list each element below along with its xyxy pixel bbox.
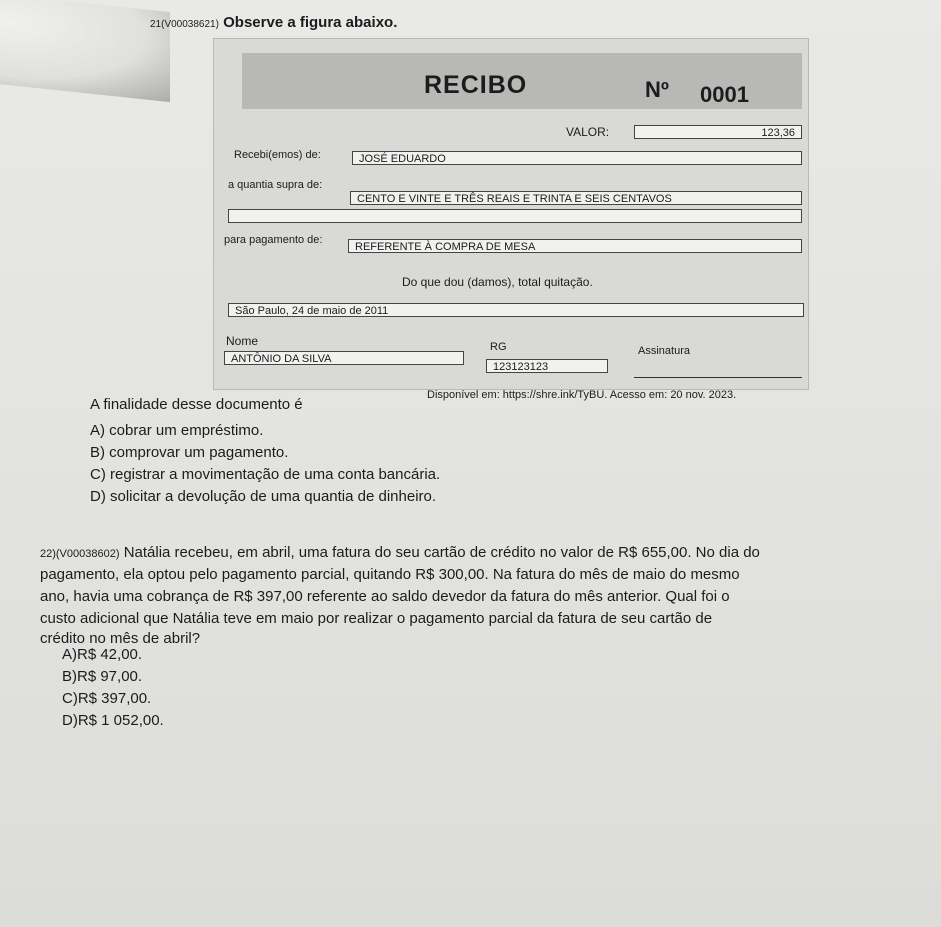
- question-22-line-5: crédito no mês de abril?: [40, 630, 201, 647]
- quantia-field: CENTO E VINTE E TRÊS REAIS E TRINTA E SEIS CENTAVOS: [350, 191, 802, 205]
- quantia-field-continuation: [228, 209, 802, 223]
- question-22-code: 22)(V00038602): [40, 548, 120, 560]
- pagamento-field: REFERENTE À COMPRA DE MESA: [348, 239, 802, 253]
- nome-label: Nome: [226, 334, 259, 348]
- nome-field: ANTÔNIO DA SILVA: [224, 351, 464, 365]
- question-21-option-b: B) comprovar um pagamento.: [90, 444, 289, 461]
- question-21-intro: Observe a figura abaixo.: [223, 14, 398, 31]
- receipt-title: RECIBO: [424, 71, 528, 99]
- receipt-number-label: Nº: [645, 77, 669, 102]
- question-22-line-1: [40, 544, 760, 561]
- valor-field: 123,36: [634, 125, 802, 139]
- receipt-number: 0001: [700, 82, 749, 107]
- question-21-code: 21(V00038621): [150, 19, 219, 30]
- valor-label: VALOR:: [566, 125, 610, 139]
- question-21-option-c: C) registrar a movimentação de uma conta bancária.: [90, 466, 441, 483]
- recebi-label: Recebi(emos) de:: [234, 149, 321, 161]
- recebi-field: JOSÉ EDUARDO: [352, 151, 802, 165]
- question-21-option-a: A) cobrar um empréstimo.: [90, 422, 264, 439]
- question-22-line-2: pagamento, ela optou pelo pagamento parcial, quitando R$ 300,00. Na fatura do mês de maio do mesmo: [40, 566, 740, 583]
- receipt-figure: [213, 38, 809, 390]
- question-22-line-4: custo adicional que Natália teve em maio por realizar o pagamento parcial da fatura de seu cartão de: [40, 610, 713, 627]
- rg-field: 123123123: [486, 359, 608, 373]
- rg-label: RG: [490, 341, 507, 353]
- question-21-header: [150, 14, 397, 31]
- assinatura-label: Assinatura: [638, 345, 690, 357]
- question-22-option-b: B)R$ 97,00.: [62, 668, 143, 685]
- question-22-line-1-text: Natália recebeu, em abril, uma fatura do seu cartão de crédito no valor de R$ 655,00. No dia do: [123, 544, 760, 561]
- quitacao-text: Do que dou (damos), total quitação.: [402, 275, 593, 289]
- question-21-option-d: D) solicitar a devolução de uma quantia de dinheiro.: [90, 488, 437, 505]
- quantia-label: a quantia supra de:: [228, 179, 323, 191]
- question-22-line-3: ano, havia uma cobrança de R$ 397,00 referente ao saldo devedor da fatura do mês anterior. Qual foi o: [40, 588, 730, 605]
- question-21-prompt: A finalidade desse documento é: [90, 396, 303, 413]
- assinatura-line: [634, 377, 802, 378]
- receipt-source: Disponível em: https://shre.ink/TyBU. Acesso em: 20 nov. 2023.: [427, 389, 737, 401]
- question-22-option-a: A)R$ 42,00.: [62, 646, 143, 663]
- page-fold-shadow: [0, 0, 170, 102]
- question-22-option-c: C)R$ 397,00.: [62, 690, 152, 707]
- local-data-field: São Paulo, 24 de maio de 2011: [228, 303, 804, 317]
- pagamento-label: para pagamento de:: [224, 234, 323, 246]
- question-22-option-d: D)R$ 1 052,00.: [62, 712, 164, 729]
